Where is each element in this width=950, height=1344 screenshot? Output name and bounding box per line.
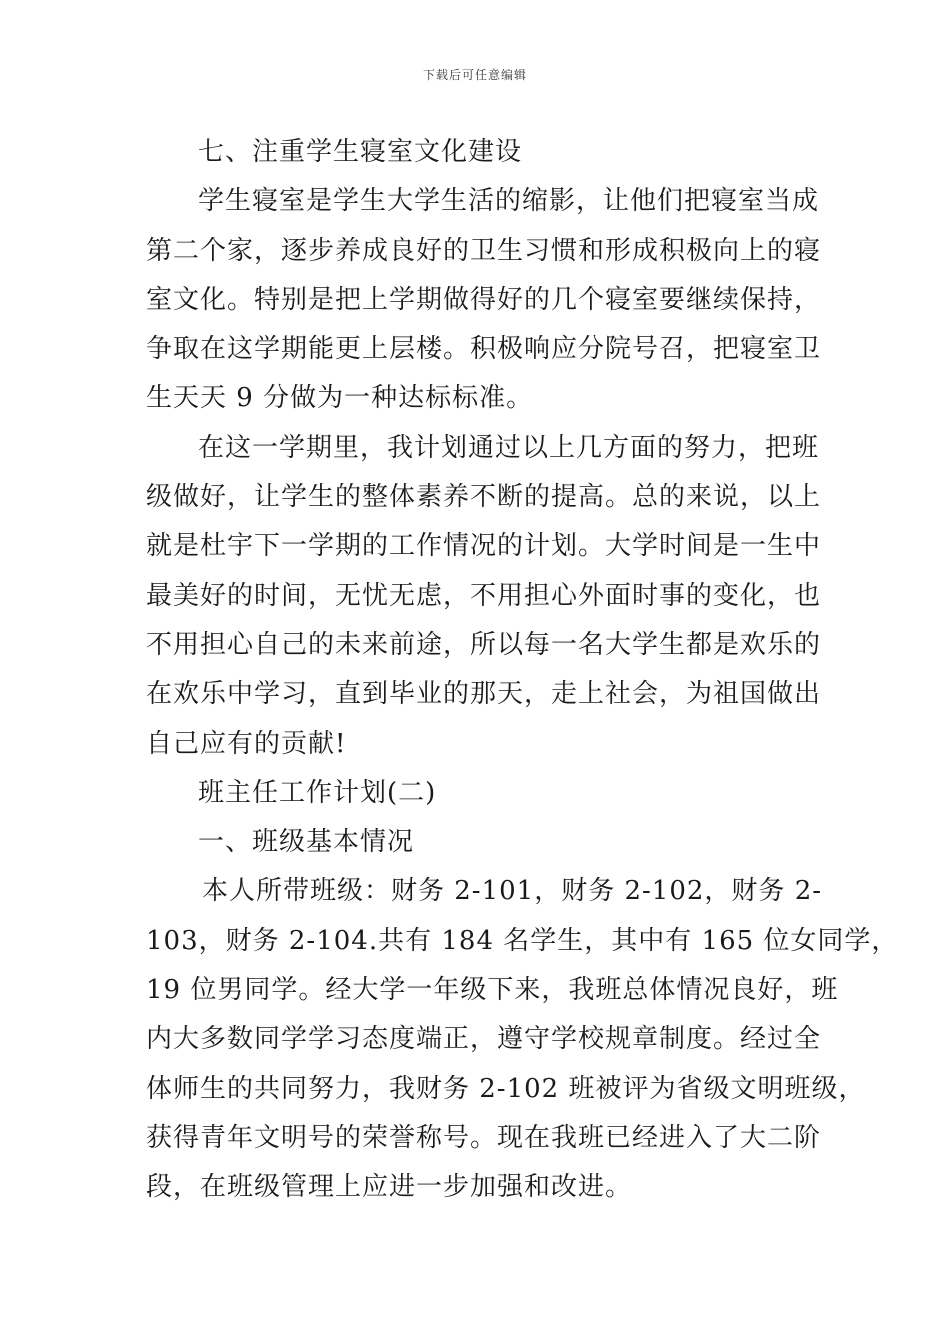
- paragraph-line: 内大多数同学学习态度端正，遵守学校规章制度。经过全: [146, 1024, 822, 1055]
- paragraph-line: 就是杜宇下一学期的工作情况的计划。大学时间是一生中: [146, 531, 822, 562]
- paragraph-line: 在欢乐中学习，直到毕业的那天，走上社会，为祖国做出: [146, 679, 822, 710]
- paragraph-line: 室文化。特别是把上学期做得好的几个寝室要继续保持，: [146, 284, 822, 315]
- paragraph-line: 19 位男同学。经大学一年级下来，我班总体情况良好，班: [146, 975, 839, 1006]
- paragraph-line: 体师生的共同努力，我财务 2-102 班被评为省级文明班级，: [146, 1073, 866, 1104]
- paragraph-line: 103，财务 2-104.共有 184 名学生，其中有 165 位女同学，: [146, 925, 899, 956]
- paragraph-line: 第二个家，逐步养成良好的卫生习惯和形成积极向上的寝: [146, 235, 822, 266]
- paragraph-line: 生天天 9 分做为一种达标标准。: [146, 383, 534, 414]
- paragraph-line: 自己应有的贡献!: [146, 728, 347, 759]
- document-title: 班主任工作计划(二): [198, 777, 437, 808]
- paragraph-line: 本人所带班级：财务 2-101，财务 2-102，财务 2-: [202, 876, 823, 907]
- page-header-note: 下载后可任意编辑: [422, 68, 527, 82]
- paragraph-line: 争取在这学期能更上层楼。积极响应分院号召，把寝室卫: [146, 334, 822, 365]
- section-heading: 七、注重学生寝室文化建设: [198, 137, 523, 167]
- paragraph-line: 不用担心自己的未来前途，所以每一名大学生都是欢乐的: [146, 629, 822, 660]
- section-heading: 一、班级基本情况: [198, 827, 415, 858]
- paragraph-line: 获得青年文明号的荣誉称号。现在我班已经进入了大二阶: [146, 1122, 822, 1153]
- document-body: [146, 128, 899, 1213]
- paragraph-line: 学生寝室是学生大学生活的缩影，让他们把寝室当成: [198, 186, 820, 217]
- paragraph-line: 最美好的时间，无忧无虑，不用担心外面时事的变化，也: [146, 580, 822, 611]
- paragraph-line: 级做好，让学生的整体素养不断的提高。总的来说，以上: [146, 482, 822, 513]
- paragraph-line: 在这一学期里，我计划通过以上几方面的努力，把班: [198, 432, 820, 463]
- paragraph-line: 段，在班级管理上应进一步加强和改进。: [146, 1172, 633, 1203]
